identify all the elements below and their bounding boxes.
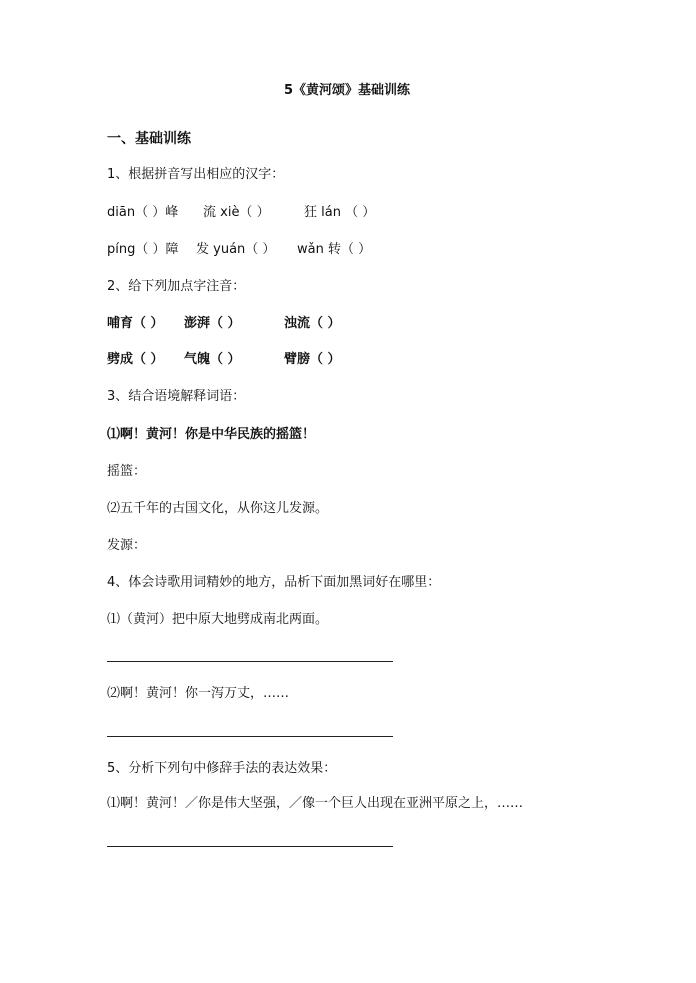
q4-sentence-1: ⑴（黄河）把中原大地劈成南北两面。	[107, 612, 329, 627]
q3-label-yaolan: 摇篮：	[107, 464, 147, 479]
q2-item-qipo: 气魄（ ）	[184, 352, 241, 367]
q4-answer-line-2	[107, 736, 393, 737]
q1-blank-fa-yuan: 发 yuán（ ）	[196, 242, 276, 257]
section-heading-basic-training: 一、基础训练	[107, 131, 191, 147]
q4-answer-line-1	[107, 661, 393, 662]
question-5-prompt: 5、分析下列句中修辞手法的表达效果：	[107, 761, 337, 776]
q2-item-pengpai: 澎湃（ ）	[184, 316, 241, 331]
q4-sentence-2: ⑵啊！黄河！你一泻万丈，……	[107, 686, 290, 701]
q1-blank-dian-feng: diān（ ）峰	[107, 205, 179, 220]
question-4-prompt: 4、体会诗歌用词精妙的地方，品析下面加黑词好在哪里：	[107, 575, 441, 590]
question-2-prompt: 2、给下列加点字注音：	[107, 279, 246, 294]
q2-item-bibang: 臂膀（ ）	[284, 352, 341, 367]
q5-answer-line-1	[107, 846, 393, 847]
page-title: 5《黄河颂》基础训练	[284, 83, 411, 98]
q2-item-picheng: 劈成（ ）	[107, 352, 164, 367]
q3-sentence-2: ⑵五千年的古国文化，从你这儿发源。	[107, 501, 329, 516]
question-1-prompt: 1、根据拼音写出相应的汉字：	[107, 167, 285, 182]
q2-item-zhuoliu: 浊流（ ）	[284, 316, 341, 331]
q5-sentence-1: ⑴啊！黄河！／你是伟大坚强，／像一个巨人出现在亚洲平原之上，……	[107, 796, 524, 811]
q1-blank-ping-zhang: píng（ ）障	[107, 242, 179, 257]
q1-blank-kuang-lan: 狂 lán （ ）	[304, 205, 376, 220]
question-3-prompt: 3、结合语境解释词语：	[107, 389, 246, 404]
q3-sentence-1: ⑴啊！黄河！你是中华民族的摇篮！	[107, 427, 316, 442]
q1-blank-liu-xie: 流 xiè（ ）	[203, 205, 270, 220]
q2-item-buyu: 哺育（ ）	[107, 316, 164, 331]
q3-label-fayuan: 发源：	[107, 538, 147, 553]
q1-blank-wan-zhuan: wǎn 转（ ）	[297, 242, 372, 257]
